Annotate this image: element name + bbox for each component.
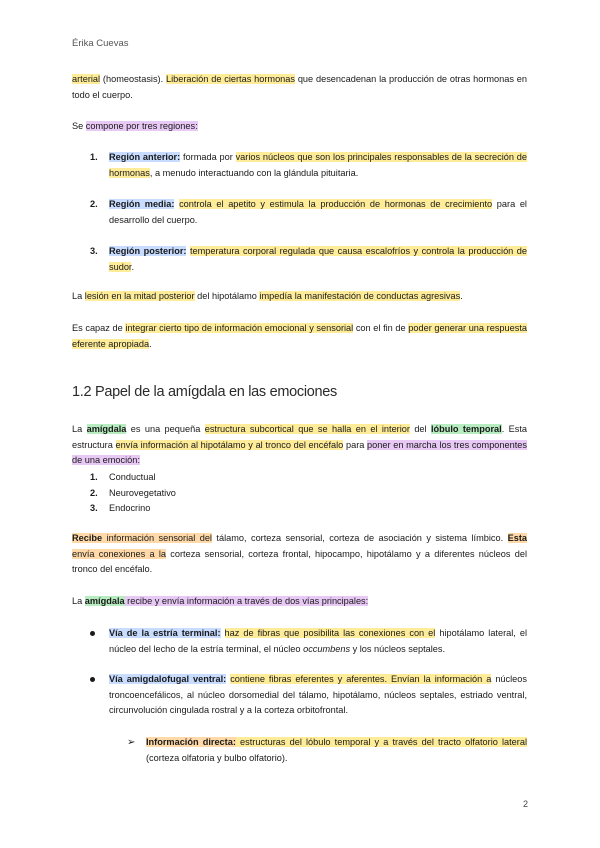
intro-paragraph: arterial (homeostasis). Liberación de ciertas hormonas que desencadenan la producción de otras hormonas en todo el cuerpo. [72,74,528,100]
header-author: Érika Cuevas [72,38,129,49]
amigdala-paragraph: La amígdala es una pequeña estructura subcortical que se halla en el interior del lóbulo temporal. Esta estructura envía información al hipotálamo y al tronco del encéfalo para poner en marcha los tres componentes de una emoción: [72,424,528,465]
list-item-estria-terminal: Vía de la estría terminal: haz de fibras que posibilita las conexiones con el hipotálamo lateral, el núcleo del lecho de la estría terminal, el núcleo occumbens y los núcleos septales. [90,626,527,657]
list-item-region-anterior: 1. Región anterior: formada por varios núcleos que son los principales responsables de la secreción de hormonas, a menudo interactuando con la glándula pituitaria. [90,152,528,178]
bullet-icon [90,677,95,682]
list-item-region-media: 2. Región media: controla el apetito y estimula la producción de hormonas de crecimiento para el desarrollo del cuerpo. [90,199,527,225]
recibe-paragraph: Recibe información sensorial del tálamo, corteza sensorial, corteza de asociación y sistema límbico. Esta envía conexiones a la corteza sensorial, corteza frontal, hipocampo, hipotálamo y a diferentes núcleos del tronco del encéfalo. [72,533,528,574]
bullet-icon [90,631,95,636]
integrar-paragraph: Es capaz de integrar cierto tipo de información emocional y sensorial con el fin de poder generar una respuesta eferente apropiada. [72,323,528,349]
list-item-informacion-directa: ➢ Información directa: estructuras del lóbulo temporal y a través del tracto olfatorio lateral (corteza olfatoria y bulbo olfatorio). [127,737,527,763]
list-item-region-posterior: 3. Región posterior: temperatura corporal regulada que causa escalofríos y controla la producción de sudor. [90,246,527,272]
arrow-bullet-icon: ➢ [127,737,136,748]
page-number: 2 [522,799,528,809]
highlight: compone por tres regiones: [85,121,198,131]
regions-paragraph: Se compone por tres regiones: [72,121,198,131]
list-item-amigdalofugal: Vía amigdalofugal ventral: contiene fibras eferentes y aferentes. Envían la información a núcleos troncoencefálicos, al núcleo dorsomedial del tálamo, hipotálamo, núcleos septales, estriado ventral, circunvolución cingulada rostral y a la corteza orbitofrontal. [90,672,527,719]
highlight: arterial [72,74,101,84]
lesion-paragraph: La lesión en la mitad posterior del hipotálamo impedía la manifestación de conductas agresivas. [72,291,463,301]
vias-paragraph: La amígdala recibe y envía información a través de dos vías principales: [72,596,369,606]
highlight: Liberación de ciertas hormonas [166,74,295,84]
document-page: Érika Cuevas arterial (homeostasis). Liberación de ciertas hormonas que desencadenan la producción de otras hormonas en todo el cuerpo. Se compone por tres regiones: 1. Región anterior: formada por varios núcleos que son los principales responsables de la secreción de hormonas, a menudo interactuando con la glándula pituitaria. 2. Región media: controla el apetito y estimula la producción de hormonas de crecimiento para el desarrollo del cuerpo. 3. Región posterior: temperatura corporal regulada que causa escalofríos y controla la producción de sudor. La lesión en la mitad posterior del hipotálamo impedía la manifestación de conductas agresivas. Es capaz de integrar cierto tipo de información emocional y sensorial con el fin de poder generar una respuesta eferente apropiada. 1.2 Papel de la amígdala en las emociones La amígdala es una pequeña estructura subcortical que se halla en el interior del lóbulo temporal. Esta estructura envía información al hipotálamo y al tronco del encéfalo para poner en marcha los tres componentes de una emoción: 1. Conductual 2. Neurovegetativo 3. Endocrino Recibe información sensorial del tálamo, corteza sensorial, corteza de asociación y sistema límbico. Esta envía conexiones a la corteza sensorial, corteza frontal, hipocampo, hipotálamo y a diferentes núcleos del tronco del encéfalo. La amígdala recibe y envía información a través de dos vías principales: Vía de la estría terminal: haz de fibras que posibilita las conexiones con el hipotálamo lateral, el núcleo del lecho de la estría terminal, el núcleo occumbens y los núcleos septales. Vía amigdalofugal ventral: contiene fibras eferentes y aferentes. Envían la información a núcleos troncoencefálicos, al núcleo dorsomedial del tálamo, hipotálamo, núcleos septales, estriado ventral, circunvolución cingulada rostral y a la corteza orbitofrontal. ➢ Información directa: estructuras del lóbulo temporal y a través del tracto olfatorio lateral (corteza olfatoria y bulbo olfatorio). 2 [72,38,528,809]
section-heading: 1.2 Papel de la amígdala en las emociones [72,384,337,400]
